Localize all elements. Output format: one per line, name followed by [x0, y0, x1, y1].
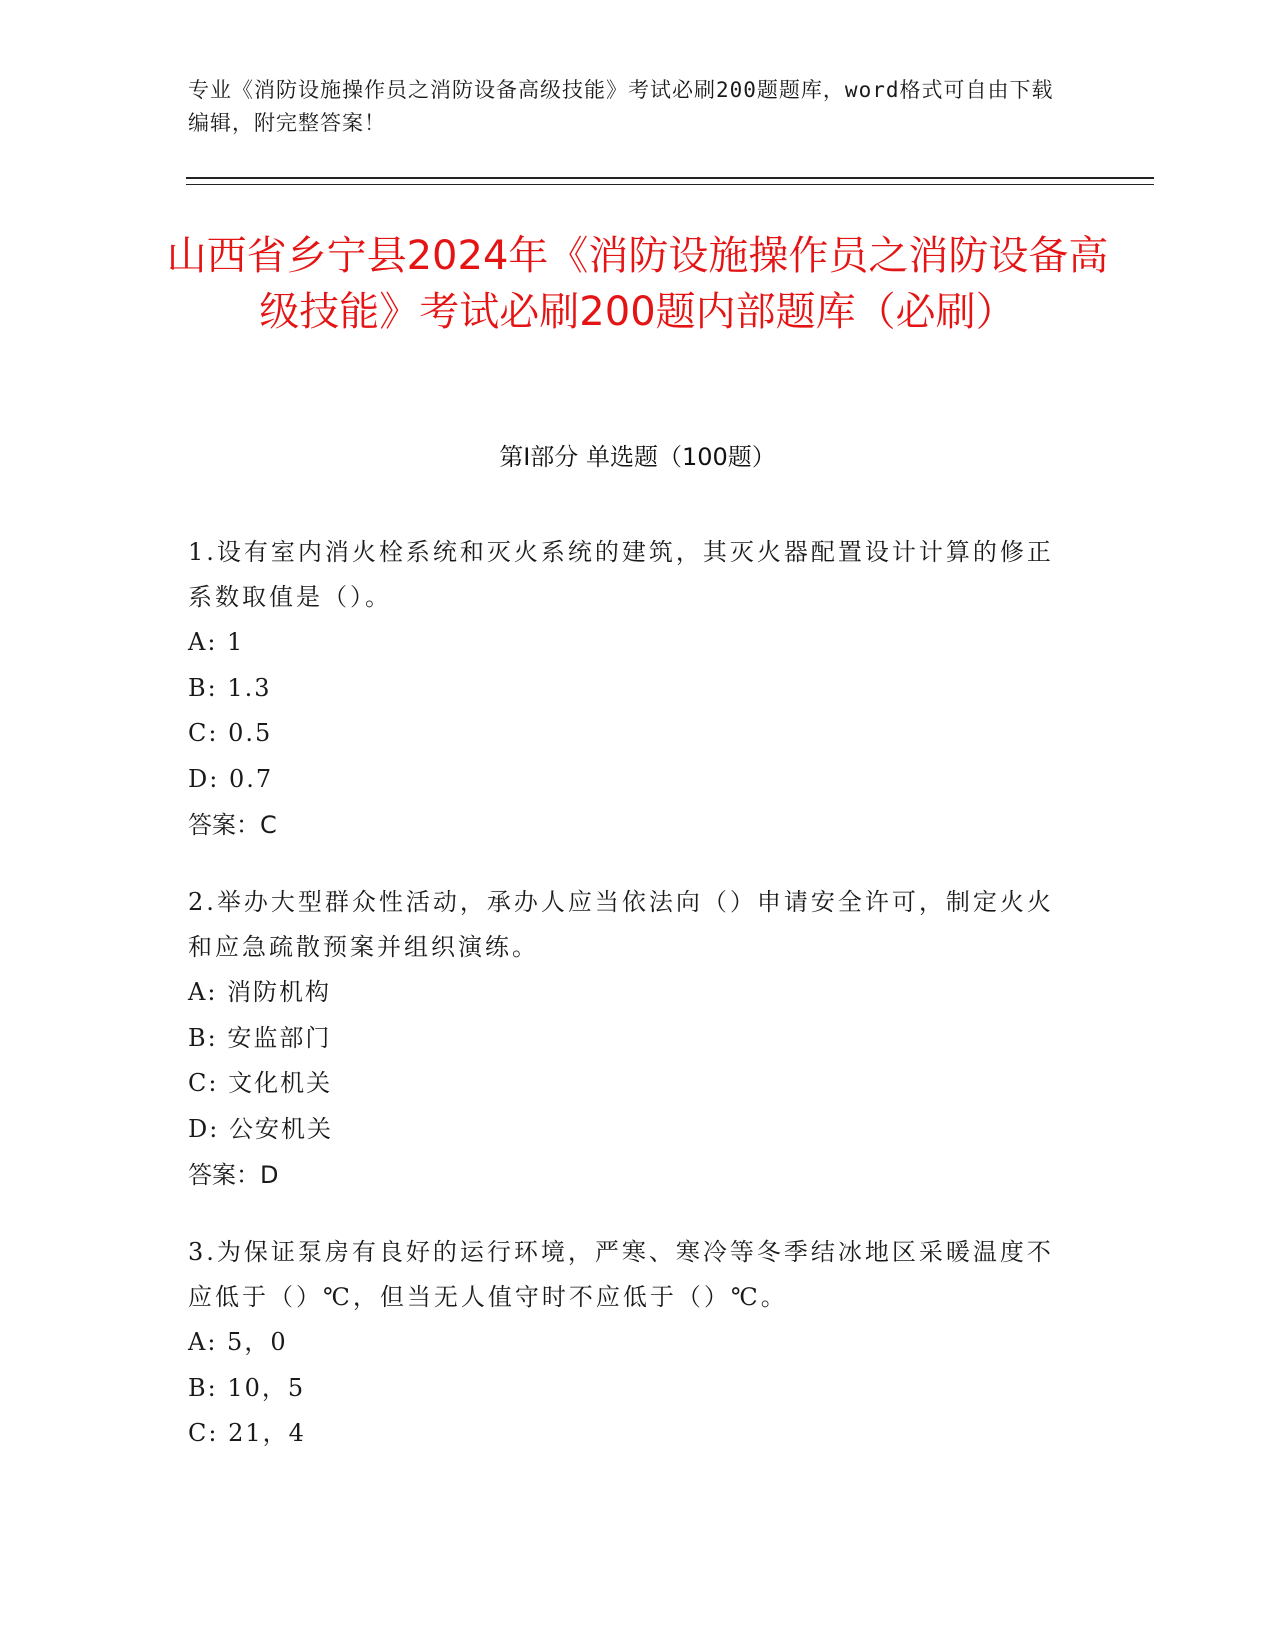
answer: 答案：C — [188, 811, 277, 839]
header-divider-thin — [186, 184, 1154, 185]
question-3 — [188, 1230, 1068, 1457]
question-stem: 2.举办大型群众性活动，承办人应当依法向（）申请安全许可，制定火火和应急疏散预案并组织演练。 — [188, 888, 1054, 961]
option-a: A: 消防机构 — [188, 978, 332, 1006]
question-stem: 1.设有室内消火栓系统和灭火系统的建筑，其灭火器配置设计计算的修正系数取值是（）。 — [188, 538, 1054, 611]
option-a: A: 5，0 — [188, 1328, 288, 1356]
header-note: 专业《消防设施操作员之消防设备高级技能》考试必刷200题题库，word格式可自由下载编辑，附完整答案！ — [188, 78, 1054, 135]
option-d: D: 0.7 — [188, 764, 274, 793]
section-title: 第Ⅰ部分 单选题（100题） — [499, 443, 776, 471]
option-d: D: 公安机关 — [188, 1114, 333, 1143]
option-c: C: 文化机关 — [188, 1069, 333, 1097]
document-title: 山西省乡宁县2024年《消防设施操作员之消防设备高级技能》考试必刷200题内部题库（必刷） — [166, 233, 1109, 335]
question-1 — [188, 530, 1068, 848]
question-stem: 3.为保证泵房有良好的运行环境，严寒、寒冷等冬季结冰地区采暖温度不应低于（）℃，但当无人值守时不应低于（）℃。 — [188, 1238, 1054, 1311]
answer: 答案：D — [188, 1161, 279, 1189]
option-b: B: 10，5 — [188, 1373, 306, 1402]
option-c: C: 21，4 — [188, 1419, 306, 1447]
header-divider-thick — [186, 177, 1154, 179]
question-list — [188, 530, 1068, 1489]
option-b: B: 1.3 — [188, 673, 272, 702]
option-b: B: 安监部门 — [188, 1023, 332, 1052]
option-c: C: 0.5 — [188, 719, 273, 747]
option-a: A: 1 — [188, 628, 245, 656]
question-2 — [188, 880, 1068, 1198]
